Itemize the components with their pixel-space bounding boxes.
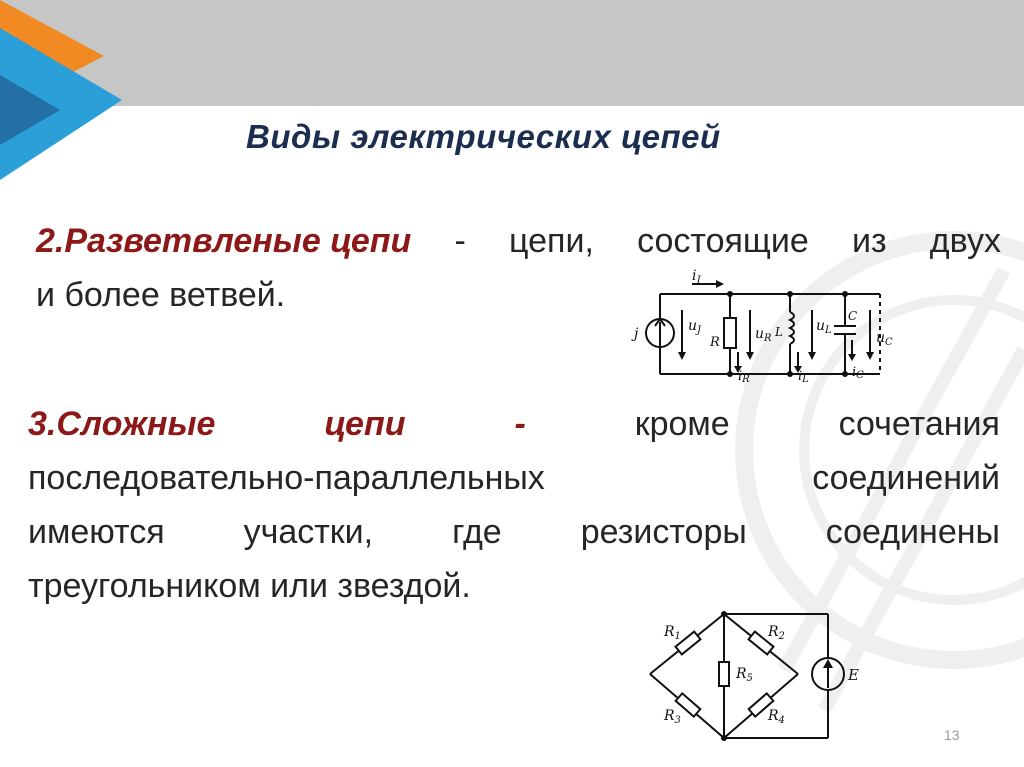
section2-word: состоящие: [637, 222, 809, 260]
label-iC: iC: [852, 365, 864, 381]
bridge-circuit-diagram: [648, 608, 868, 743]
resistor-R3-symbol: [676, 693, 701, 716]
label-uL: $u_L$: [816, 318, 832, 336]
section2-word: -: [454, 222, 466, 260]
label-iL: iL: [798, 369, 809, 383]
section3-lead-word: -: [514, 405, 526, 443]
label-R2: $R_2$: [768, 624, 785, 642]
label-R4: $R_4$: [768, 708, 785, 726]
label-uC: $u_C$: [876, 330, 893, 348]
section-complex-circuits: [28, 397, 1000, 613]
section3-word: имеются: [28, 513, 165, 551]
section3-line3: [28, 505, 1000, 559]
label-C: C: [848, 309, 858, 323]
section2-word: цепи,: [509, 222, 594, 260]
section2-lead: 2.Разветвленые цепи: [36, 222, 412, 260]
section3-word: участки,: [243, 513, 374, 551]
slide-title: Виды электрических цепей: [246, 118, 721, 155]
section3-line4: треугольником или звездой.: [28, 567, 471, 605]
inductor-L-symbol: [790, 312, 794, 344]
section3-lead-word: цепи: [324, 405, 406, 443]
label-ij: $i_J$: [692, 268, 701, 286]
section3-word: последовательно-параллельных: [28, 459, 545, 497]
section3-word: кроме: [634, 405, 730, 443]
header-band: [0, 0, 1024, 106]
label-R: R: [710, 335, 720, 350]
label-E: E: [848, 666, 859, 684]
resistor-R5-symbol: [719, 662, 729, 686]
label-R1: $R_1$: [664, 624, 681, 642]
section3-line1: [28, 397, 1000, 451]
section3-word: резисторы: [580, 513, 747, 551]
label-R3: $R_3$: [664, 708, 681, 726]
logo-triangles: [0, 0, 130, 185]
branched-circuit-diagram: [630, 268, 910, 383]
section2-word: двух: [929, 222, 1001, 260]
label-j: j: [634, 326, 639, 342]
label-L: L: [775, 325, 783, 339]
section3-word: соединений: [812, 459, 1000, 497]
label-R5: $R_5$: [736, 666, 753, 684]
section2-line1: [36, 214, 1001, 268]
label-iR: iR: [738, 369, 750, 383]
label-uj: $u_J$: [688, 318, 702, 336]
label-uR: $u_R$: [755, 326, 772, 344]
section3-lead-word: 3.Сложные: [28, 405, 216, 443]
section3-word: сочетания: [838, 405, 1000, 443]
section2-word: из: [852, 222, 887, 260]
section3-line2: [28, 451, 1000, 505]
section3-word: соединены: [825, 513, 1000, 551]
page-number: 13: [944, 727, 960, 743]
resistor-R-symbol: [724, 318, 736, 348]
section2-line2: и более ветвей.: [36, 276, 286, 314]
section3-word: где: [452, 513, 502, 551]
